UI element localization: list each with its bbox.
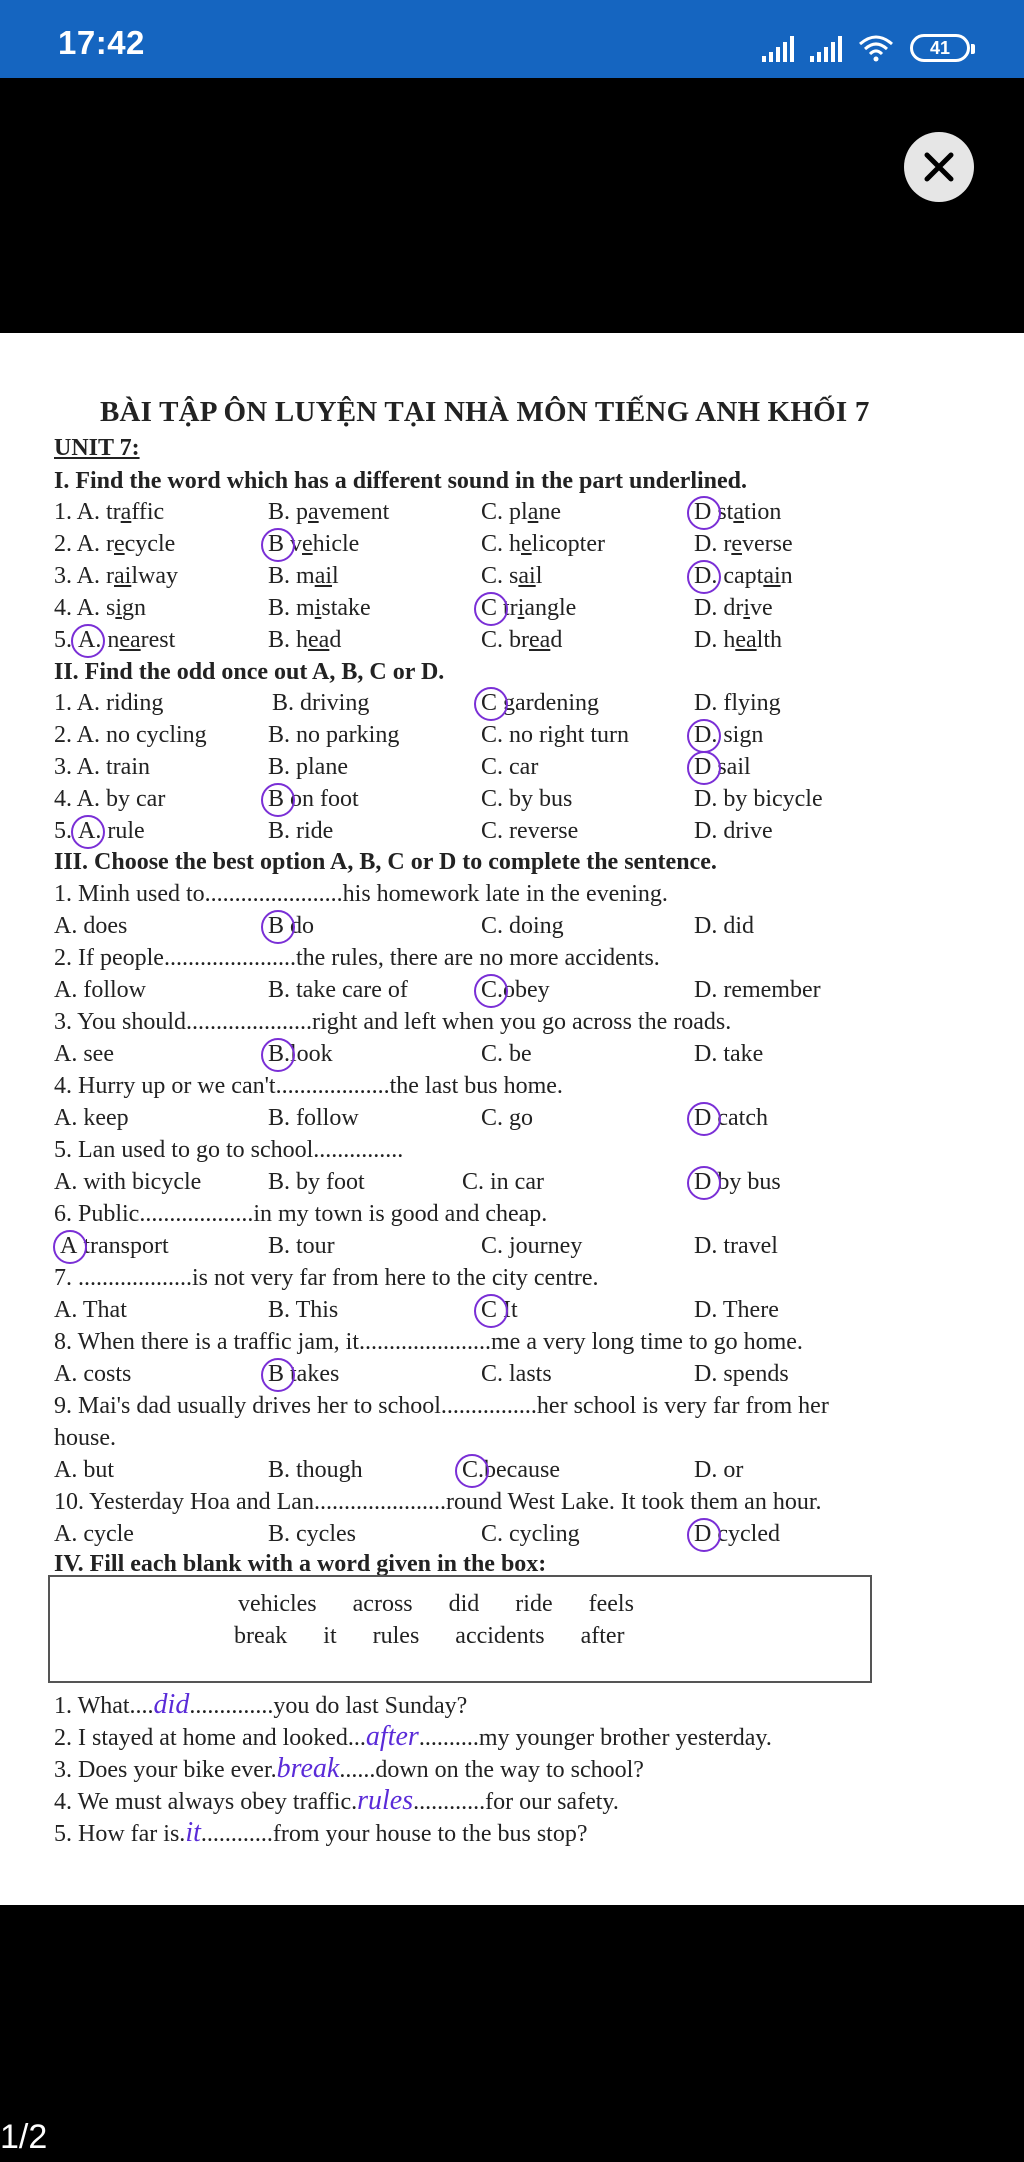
- option-d: D. did: [694, 913, 754, 939]
- option-c: C It: [481, 1295, 518, 1326]
- s3-q6-stem: 6. Public...................in my town is good and cheap.: [54, 1201, 548, 1227]
- answer-circle: D.: [694, 720, 717, 751]
- option-d: D. reverse: [694, 531, 793, 557]
- option-c: C. car: [481, 754, 539, 780]
- section-3-heading: III. Choose the best option A, B, C or D to complete the sentence.: [54, 849, 717, 875]
- word: vehicles: [238, 1591, 317, 1617]
- option-a: 5. A. rule: [54, 816, 145, 847]
- status-time: 17:42: [58, 24, 145, 61]
- handwritten-answer: rules: [357, 1785, 414, 1816]
- answer-circle: A: [78, 816, 95, 847]
- s2-question-4: [54, 784, 954, 815]
- word: rules: [372, 1623, 420, 1649]
- answer-circle: C.: [481, 975, 503, 1006]
- option-b: B. by foot: [268, 1169, 365, 1195]
- option-b: B. follow: [268, 1105, 359, 1131]
- option-b: B. pavement: [268, 499, 390, 525]
- option-d: D catch: [694, 1103, 768, 1134]
- answer-circle: B: [268, 1359, 284, 1390]
- option-b: B. mistake: [268, 595, 371, 621]
- option-a: A. with bicycle: [54, 1169, 202, 1195]
- option-d: D station: [694, 497, 781, 528]
- option-d: D by bus: [694, 1167, 781, 1198]
- battery-level: 41: [929, 37, 951, 58]
- option-d: D cycled: [694, 1519, 780, 1550]
- option-a: 5. A. nearest: [54, 625, 175, 656]
- answer-circle: D: [694, 1103, 711, 1134]
- option-b: B. tour: [268, 1233, 335, 1259]
- answer-circle: C: [481, 1295, 497, 1326]
- s3-q8-options: [54, 1359, 954, 1390]
- option-c: C triangle: [481, 593, 576, 624]
- word: did: [448, 1591, 480, 1617]
- s3-q1-options: [54, 911, 954, 942]
- word: break: [234, 1623, 288, 1649]
- option-a: 3. A. train: [54, 754, 150, 780]
- option-b: B. no parking: [268, 722, 400, 748]
- option-a: A. follow: [54, 977, 146, 1003]
- option-b: B do: [268, 911, 314, 942]
- word: accidents: [455, 1623, 545, 1649]
- option-a: 3. A. railway: [54, 563, 178, 589]
- option-b: B.look: [268, 1039, 333, 1070]
- s3-q10-stem: 10. Yesterday Hoa and Lan......................round West Lake. It took them an hour.: [54, 1489, 822, 1515]
- option-b: B vehicle: [268, 529, 359, 560]
- s4-question-4: 4. We must always obey traffic.rules............for our safety.: [54, 1785, 619, 1816]
- s3-q2-options: [54, 975, 954, 1006]
- s3-q9-stem: 9. Mai's dad usually drives her to school................her school is very far from her: [54, 1393, 829, 1419]
- s3-q3-stem: 3. You should.....................right and left when you go across the roads.: [54, 1009, 732, 1035]
- option-c: C. plane: [481, 499, 561, 525]
- s3-q7-options: [54, 1295, 954, 1326]
- answer-circle: A.: [78, 625, 101, 656]
- s3-q2-stem: 2. If people......................the rules, there are no more accidents.: [54, 945, 660, 971]
- section-2-heading: II. Find the odd once out A, B, C or D.: [54, 659, 445, 685]
- word-box: [48, 1575, 872, 1683]
- word: across: [352, 1591, 413, 1617]
- word-box-row-2: [234, 1623, 655, 1650]
- s2-question-5: [54, 816, 954, 847]
- option-b: B. This: [268, 1297, 339, 1323]
- option-c: C. sail: [481, 563, 543, 589]
- option-c: C. go: [481, 1105, 534, 1131]
- s3-q5-options: [54, 1167, 954, 1198]
- answer-circle: D.: [694, 561, 717, 592]
- s1-question-3: [54, 561, 954, 592]
- option-d: D. by bicycle: [694, 786, 823, 812]
- answer-circle: C.: [462, 1455, 484, 1486]
- s4-question-3: 3. Does your bike ever.break......down on the way to school?: [54, 1753, 644, 1784]
- word: ride: [515, 1591, 553, 1617]
- s3-q9-options: [54, 1455, 954, 1486]
- option-c: C. bread: [481, 627, 563, 653]
- status-icons: [762, 28, 970, 62]
- s3-q7-stem: 7. ...................is not very far from here to the city centre.: [54, 1265, 599, 1291]
- option-b: B. head: [268, 627, 342, 653]
- s2-question-3: [54, 752, 954, 783]
- s2-question-2: [54, 720, 954, 751]
- option-c: C. journey: [481, 1233, 583, 1259]
- option-a: A. cycle: [54, 1521, 134, 1547]
- option-c: C. doing: [481, 913, 564, 939]
- option-d: D. spends: [694, 1361, 789, 1387]
- option-c: C. by bus: [481, 786, 573, 812]
- option-a: 1. A. riding: [54, 690, 164, 716]
- worksheet: [0, 333, 1024, 1905]
- option-c: C.obey: [481, 975, 550, 1006]
- s1-question-1: [54, 497, 954, 528]
- option-d: D. flying: [694, 690, 781, 716]
- word: after: [580, 1623, 625, 1649]
- option-c: C. in car: [462, 1169, 544, 1195]
- answer-circle: B: [268, 529, 284, 560]
- section-4-heading: IV. Fill each blank with a word given in the box:: [54, 1551, 547, 1577]
- answer-circle: D: [694, 1167, 711, 1198]
- answer-circle: D: [694, 752, 711, 783]
- option-d: D. drive: [694, 818, 773, 844]
- answer-circle: D: [694, 497, 711, 528]
- answer-circle: A: [60, 1231, 77, 1262]
- option-c: C. cycling: [481, 1521, 580, 1547]
- option-c: C.because: [462, 1455, 560, 1486]
- option-b: B. ride: [268, 818, 334, 844]
- s3-q1-stem: 1. Minh used to.......................his homework late in the evening.: [54, 881, 668, 907]
- answer-circle: B: [268, 911, 284, 942]
- option-d: D. or: [694, 1457, 744, 1483]
- s3-q9-stem-cont: house.: [54, 1425, 116, 1451]
- word: it: [323, 1623, 337, 1649]
- document-page[interactable]: [0, 333, 1024, 1905]
- option-c: C. no right turn: [481, 722, 629, 748]
- option-d: D. health: [694, 627, 782, 653]
- signal-icon-2: [810, 36, 842, 62]
- handwritten-answer: after: [365, 1721, 419, 1752]
- answer-circle: C: [481, 593, 497, 624]
- option-d: D. drive: [694, 595, 773, 621]
- handwritten-answer: it: [185, 1817, 201, 1848]
- option-a: A. see: [54, 1041, 114, 1067]
- handwritten-answer: did: [153, 1689, 190, 1720]
- option-d: D. take: [694, 1041, 764, 1067]
- option-a: A transport: [54, 1231, 169, 1262]
- option-a: A. keep: [54, 1105, 129, 1131]
- s4-question-2: 2. I stayed at home and looked...after..........my younger brother yesterday.: [54, 1721, 772, 1752]
- option-c: C. lasts: [481, 1361, 552, 1387]
- handwritten-answer: break: [276, 1753, 340, 1784]
- unit-label: UNIT 7:: [54, 435, 140, 461]
- option-c: C gardening: [481, 688, 599, 719]
- signal-icon: [762, 36, 794, 62]
- close-icon: [922, 150, 956, 184]
- option-b: B. cycles: [268, 1521, 356, 1547]
- option-b: B. mail: [268, 563, 339, 589]
- answer-circle: D: [694, 1519, 711, 1550]
- option-d: D. captain: [694, 561, 793, 592]
- option-b: B on foot: [268, 784, 359, 815]
- status-bar: [0, 0, 1024, 78]
- s3-q4-options: [54, 1103, 954, 1134]
- s3-q3-options: [54, 1039, 954, 1070]
- option-b: B takes: [268, 1359, 339, 1390]
- option-d: D. sign: [694, 720, 763, 751]
- option-a: A. costs: [54, 1361, 132, 1387]
- s3-q8-stem: 8. When there is a traffic jam, it......................me a very long time to go home.: [54, 1329, 803, 1355]
- word-box-row-1: [238, 1591, 664, 1618]
- battery-icon: [910, 34, 970, 62]
- option-a: A. but: [54, 1457, 114, 1483]
- option-a: 4. A. sign: [54, 595, 147, 621]
- option-c: C. be: [481, 1041, 532, 1067]
- doc-title: BÀI TẬP ÔN LUYỆN TẠI NHÀ MÔN TIẾNG ANH KHỐI 7: [100, 396, 870, 428]
- wifi-icon: [858, 34, 894, 62]
- close-button[interactable]: [904, 132, 974, 202]
- option-c: C. reverse: [481, 818, 579, 844]
- word: feels: [588, 1591, 634, 1617]
- option-d: D. remember: [694, 977, 821, 1003]
- s4-question-5: 5. How far is.it............from your house to the bus stop?: [54, 1817, 588, 1848]
- s1-question-5: [54, 625, 954, 656]
- section-1-heading: I. Find the word which has a different sound in the part underlined.: [54, 468, 747, 494]
- s2-question-1: [54, 688, 954, 719]
- option-a: A. That: [54, 1297, 127, 1323]
- option-d: D sail: [694, 752, 751, 783]
- answer-circle: B.: [268, 1039, 290, 1070]
- s3-q6-options: [54, 1231, 954, 1262]
- answer-circle: B: [268, 784, 284, 815]
- s1-question-2: [54, 529, 954, 560]
- option-b: B. plane: [268, 754, 348, 780]
- s3-q10-options: [54, 1519, 954, 1550]
- s4-question-1: 1. What....did..............you do last Sunday?: [54, 1689, 468, 1720]
- page-indicator: 1/2: [0, 2118, 48, 2156]
- option-b: B. though: [268, 1457, 363, 1483]
- s3-q5-stem: 5. Lan used to go to school...............: [54, 1137, 404, 1163]
- option-a: A. does: [54, 913, 128, 939]
- s3-q4-stem: 4. Hurry up or we can't...................the last bus home.: [54, 1073, 563, 1099]
- s1-question-4: [54, 593, 954, 624]
- option-a: 4. A. by car: [54, 786, 166, 812]
- option-b: B. take care of: [268, 977, 408, 1003]
- option-a: 2. A. recycle: [54, 531, 176, 557]
- option-a: 1. A. traffic: [54, 499, 165, 525]
- option-d: D. There: [694, 1297, 779, 1323]
- option-b: B. driving: [272, 690, 370, 716]
- option-a: 2. A. no cycling: [54, 722, 207, 748]
- option-d: D. travel: [694, 1233, 778, 1259]
- answer-circle: C: [481, 688, 497, 719]
- option-c: C. helicopter: [481, 531, 605, 557]
